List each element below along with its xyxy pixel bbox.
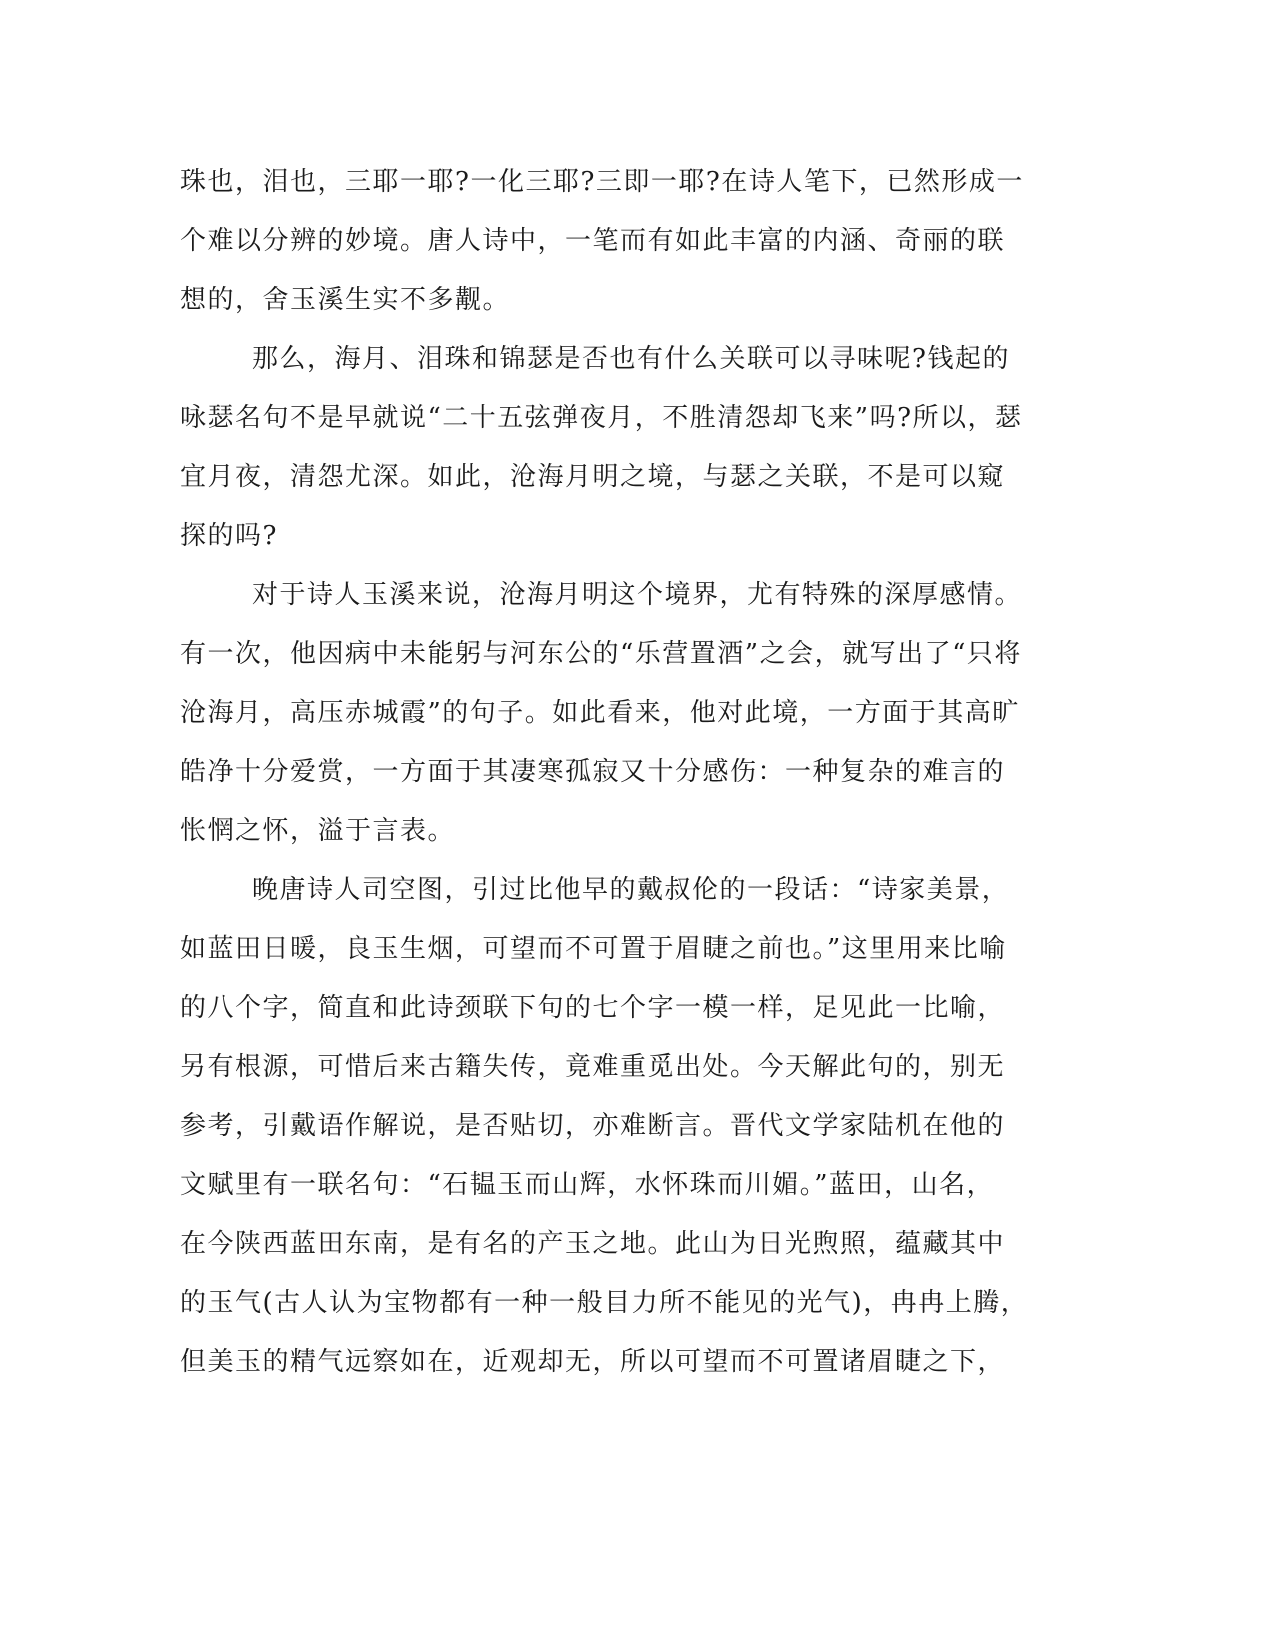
text-line: 怅惘之怀，溢于言表。 xyxy=(180,816,456,846)
text-line: 珠也，泪也，三耶一耶?一化三耶?三即一耶?在诗人笔下，已然形成一 xyxy=(180,167,1024,197)
text-line: 参考，引戴语作解说，是否贴切，亦难断言。晋代文学家陆机在他的 xyxy=(180,1111,1006,1141)
text-line: 皓净十分爱赏，一方面于其凄寒孤寂又十分感伤：一种复杂的难言的 xyxy=(180,757,1006,787)
text-line: 另有根源，可惜后来古籍失传，竟难重觅出处。今天解此句的，别无 xyxy=(180,1052,1006,1082)
document-body xyxy=(180,153,1040,1392)
paragraph-first-line: 那么，海月、泪珠和锦瑟是否也有什么关联可以寻味呢?钱起的 xyxy=(252,344,1010,374)
text-line: 但美玉的精气远察如在，近观却无，所以可望而不可置诸眉睫之下， xyxy=(180,1347,1006,1377)
text-line: 在今陕西蓝田东南，是有名的产玉之地。此山为日光煦照，蕴藏其中 xyxy=(180,1229,1006,1259)
text-line: 想的，舍玉溪生实不多觏。 xyxy=(180,285,511,315)
text-line: 文赋里有一联名句：“石韫玉而山辉，水怀珠而川媚。”蓝田，山名， xyxy=(180,1170,995,1200)
text-line: 个难以分辨的妙境。唐人诗中，一笔而有如此丰富的内涵、奇丽的联 xyxy=(180,226,1006,256)
text-line: 探的吗? xyxy=(180,521,278,551)
text-line: 的八个字，简直和此诗颈联下句的七个字一模一样，足见此一比喻， xyxy=(180,993,1006,1023)
text-line: 如蓝田日暖，良玉生烟，可望而不可置于眉睫之前也。”这里用来比喻 xyxy=(180,934,1007,964)
text-line: 有一次，他因病中未能躬与河东公的“乐营置酒”之会，就写出了“只将 xyxy=(180,639,1022,669)
paragraph-first-line: 晚唐诗人司空图，引过比他早的戴叔伦的一段话：“诗家美景， xyxy=(252,875,1010,905)
text-line: 宜月夜，清怨尤深。如此，沧海月明之境，与瑟之关联，不是可以窥 xyxy=(180,462,1006,492)
text-line: 的玉气(古人认为宝物都有一种一般目力所不能见的光气)，冉冉上腾， xyxy=(180,1288,1029,1318)
paragraph-first-line: 对于诗人玉溪来说，沧海月明这个境界，尤有特殊的深厚感情。 xyxy=(252,580,1023,610)
text-line: 沧海月，高压赤城霞”的句子。如此看来，他对此境，一方面于其高旷 xyxy=(180,698,1020,728)
text-line: 咏瑟名句不是早就说“二十五弦弹夜月，不胜清怨却飞来”吗?所以，瑟 xyxy=(180,403,1023,433)
